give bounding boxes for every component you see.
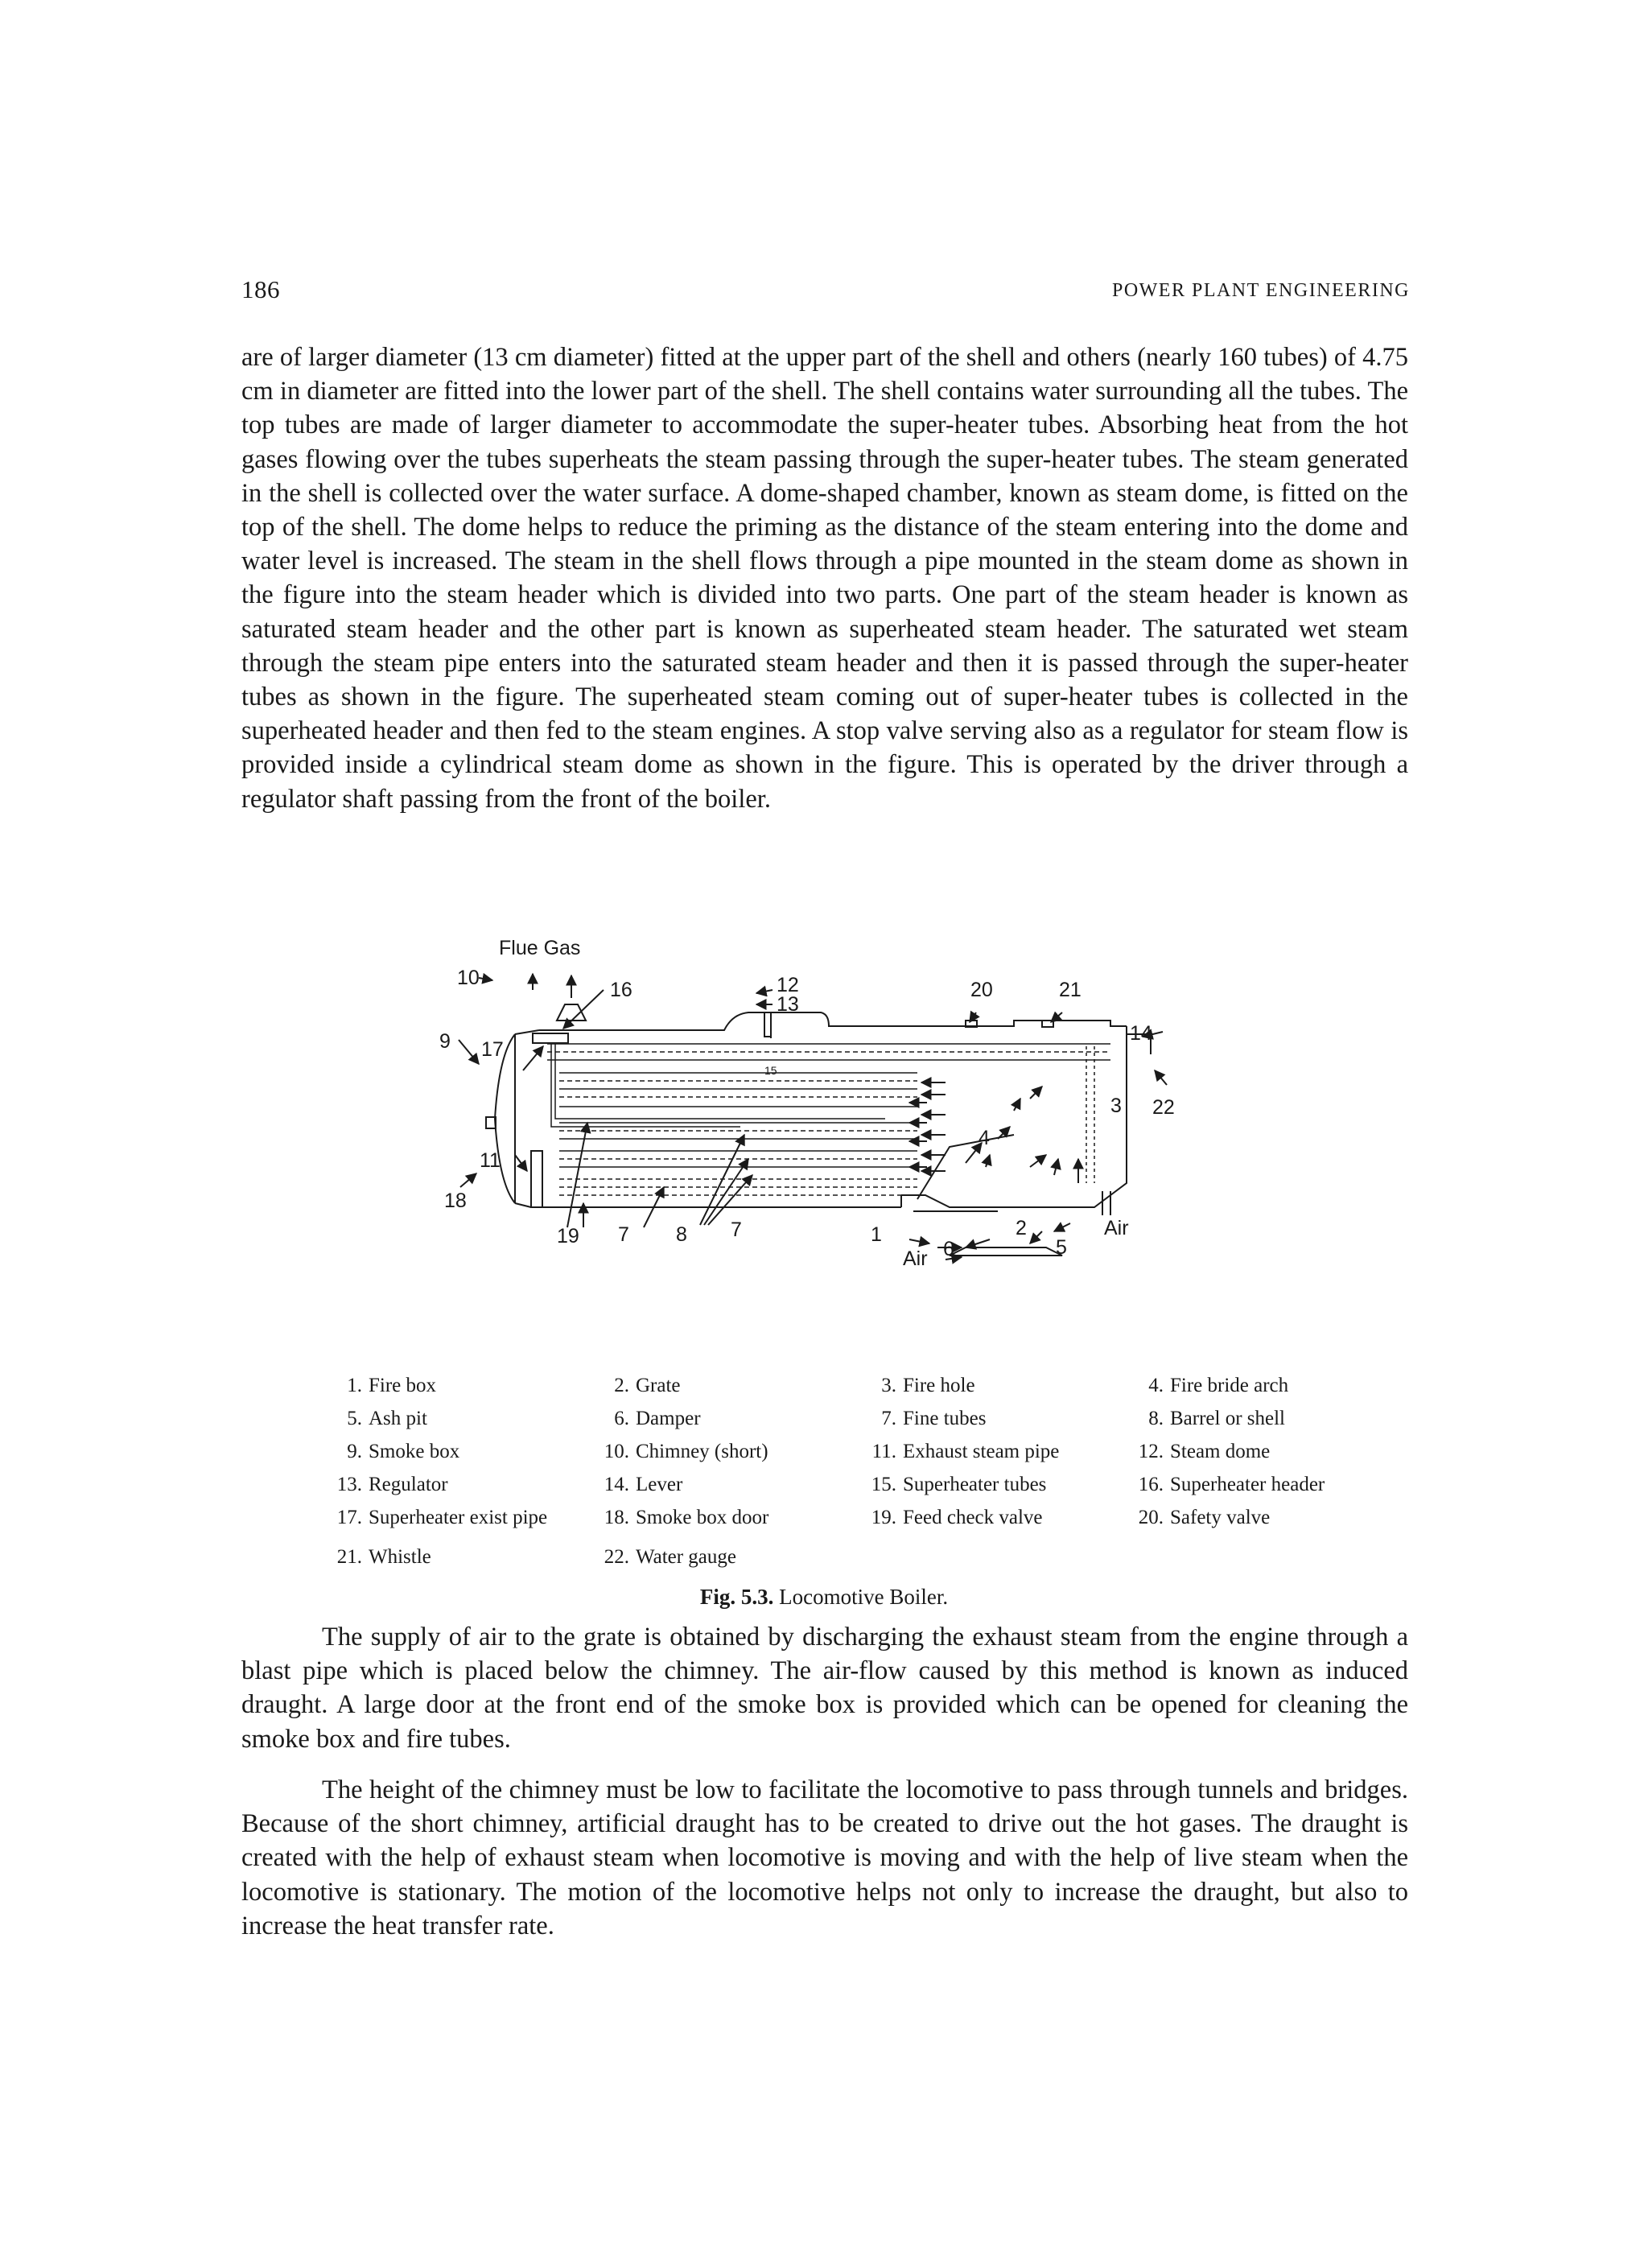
label-13: 13 — [777, 993, 799, 1016]
body-paragraph: The supply of air to the grate is obtained by discharging the exhaust steam from the engine through a blast pipe which is placed below the chimney. The air-flow caused by this method is known as induced draught. A large door at the front end of the smoke box is provided which can be opened for cleaning the smoke box and fire tubes. — [241, 1623, 1408, 1754]
legend-number: 7. — [881, 1408, 896, 1429]
legend-text: Damper — [636, 1408, 701, 1429]
caption-text: Locomotive Boiler. — [779, 1585, 949, 1609]
legend-text: Smoke box door — [636, 1507, 769, 1528]
legend-text: Barrel or shell — [1170, 1408, 1286, 1429]
ash-pit — [950, 1247, 1062, 1256]
legend-number: 11. — [871, 1441, 896, 1462]
body-paragraph: The height of the chimney must be low to facilitate the locomotive to pass through tunnels and bridges. Because of the short chimney, artificial draught has to be created to drive out the hot gases. The draught is created with the help of exhaust steam when locomotive is moving and with the help of live steam when the locomotive is stationary. The motion of the locomotive helps not only to increase the draught, but also to increase the heat transfer rate. — [241, 1775, 1408, 1940]
label-2: 2 — [1016, 1217, 1027, 1239]
page-number: 186 — [241, 275, 280, 303]
label-18: 18 — [444, 1190, 467, 1212]
legend-text: Fire bride arch — [1170, 1375, 1289, 1396]
legend-text: Regulator — [369, 1474, 448, 1495]
legend-text: Superheater exist pipe — [369, 1507, 548, 1528]
label-19: 19 — [557, 1225, 579, 1247]
label-1: 1 — [871, 1223, 882, 1246]
legend-text: Superheater tubes — [903, 1474, 1047, 1495]
legend-text: Steam dome — [1170, 1441, 1271, 1462]
label-7b: 7 — [731, 1219, 742, 1241]
label-20: 20 — [970, 979, 993, 1001]
legend-item — [589, 1544, 856, 1569]
legend-item — [856, 1439, 1123, 1464]
legend-text: Ash pit — [369, 1408, 427, 1429]
legend-item — [1123, 1373, 1392, 1398]
label-15: 15 — [764, 1064, 777, 1077]
legend-item — [322, 1373, 589, 1398]
legend-number: 3. — [881, 1375, 896, 1396]
label-flue-gas: Flue Gas — [499, 937, 581, 959]
legend-number: 12. — [1138, 1441, 1164, 1462]
legend-text: Smoke box — [369, 1441, 460, 1462]
label-7a: 7 — [618, 1223, 629, 1246]
legend-item — [589, 1373, 856, 1398]
legend-number: 18. — [604, 1507, 629, 1528]
label-5: 5 — [1056, 1236, 1067, 1259]
legend-item — [856, 1505, 1123, 1530]
figure-legend — [322, 1373, 1392, 1569]
legend-item — [322, 1439, 589, 1464]
legend-item — [1123, 1472, 1392, 1497]
body-paragraph: are of larger diameter (13 cm diameter) fitted at the upper part of the shell and others (nearly 160 tubes) of 4.75 cm in diameter are fitted into the lower part of the shell. The shell contains water surrounding all the tubes. The top tubes are made of larger diameter to accommodate the super-heater tubes. Absorbing heat from the hot gases flowing over the tubes superheats the steam passing through the super-heater tubes. The steam generated in the shell is collected over the water surface. A dome-shaped chamber, known as steam dome, is fitted on the top of the shell. The dome helps to reduce the priming as the distance of the steam entering into the dome and water level is increased. The steam in the shell flows through a pipe mounted in the steam dome as shown in the figure into the steam header which is divided into two parts. One part of the steam header is known as saturated steam header and the other part is known as superheated steam header. The saturated wet steam through the steam pipe enters into the saturated steam header and then it is passed through the super-heater tubes as shown in the figure. The superheated steam coming out of super-heater tubes is collected in the superheated header and then fed to the steam engines. A stop valve serving also as a regulator for steam flow is provided inside a cylindrical steam dome as shown in the figure. This is operated by the driver through a regulator shaft passing from the front of the boiler. — [241, 343, 1408, 814]
legend-number: 19. — [871, 1507, 896, 1528]
legend-number: 20. — [1138, 1507, 1164, 1528]
legend-item — [856, 1373, 1123, 1398]
legend-number: 5. — [347, 1408, 362, 1429]
legend-text: Superheater header — [1170, 1474, 1325, 1495]
legend-item — [322, 1505, 589, 1530]
boiler-diagram — [435, 926, 1207, 1296]
legend-item — [1123, 1439, 1392, 1464]
legend-number: 4. — [1148, 1375, 1164, 1396]
label-21: 21 — [1059, 979, 1082, 1001]
legend-text: Fine tubes — [903, 1408, 987, 1429]
legend-text: Lever — [636, 1474, 683, 1495]
label-17: 17 — [481, 1038, 504, 1061]
label-22: 22 — [1152, 1096, 1175, 1119]
legend-text: Whistle — [369, 1546, 431, 1568]
label-air-left: Air — [903, 1247, 928, 1270]
legend-number: 17. — [336, 1507, 362, 1528]
legend-number: 9. — [347, 1441, 362, 1462]
legend-item — [589, 1439, 856, 1464]
legend-number: 8. — [1148, 1408, 1164, 1429]
legend-number: 1. — [347, 1375, 362, 1396]
label-14: 14 — [1130, 1022, 1152, 1045]
legend-text: Feed check valve — [903, 1507, 1043, 1528]
legend-text: Chimney (short) — [636, 1441, 768, 1462]
legend-item — [589, 1406, 856, 1431]
legend-text: Water gauge — [636, 1546, 736, 1568]
legend-item — [589, 1472, 856, 1497]
label-10: 10 — [457, 967, 480, 989]
legend-text: Grate — [636, 1375, 681, 1396]
legend-item — [322, 1544, 589, 1569]
superheater-header — [533, 1033, 568, 1043]
legend-number: 14. — [604, 1474, 629, 1495]
label-16: 16 — [610, 979, 632, 1001]
chimney — [557, 1004, 586, 1021]
legend-number: 2. — [614, 1375, 629, 1396]
label-8: 8 — [676, 1223, 687, 1246]
legend-item — [589, 1505, 856, 1530]
caption-label: Fig. 5.3. — [699, 1585, 774, 1609]
legend-item — [856, 1472, 1123, 1497]
legend-text: Fire box — [369, 1375, 437, 1396]
label-9: 9 — [439, 1030, 451, 1053]
legend-text: Safety valve — [1170, 1507, 1271, 1528]
legend-text: Exhaust steam pipe — [903, 1441, 1060, 1462]
legend-item — [322, 1406, 589, 1431]
legend-number: 15. — [871, 1474, 896, 1495]
legend-number: 21. — [336, 1546, 362, 1568]
legend-number: 13. — [336, 1474, 362, 1495]
legend-item — [1123, 1406, 1392, 1431]
legend-number: 6. — [614, 1408, 629, 1429]
label-12: 12 — [777, 974, 799, 996]
legend-number: 22. — [604, 1546, 629, 1568]
legend-number: 10. — [604, 1441, 629, 1462]
figure-caption — [0, 1585, 1648, 1610]
fire-tubes — [547, 1043, 1110, 1195]
exhaust-steam-pipe — [531, 1151, 542, 1207]
legend-number: 16. — [1138, 1474, 1164, 1495]
label-3: 3 — [1110, 1095, 1122, 1117]
locomotive-boiler-figure — [435, 926, 1207, 1296]
fire-bride-arch — [917, 1135, 1014, 1199]
running-head: POWER PLANT ENGINEERING — [1111, 280, 1410, 301]
legend-text: Fire hole — [903, 1375, 975, 1396]
legend-item — [1123, 1505, 1392, 1530]
label-6: 6 — [943, 1238, 954, 1260]
legend-item — [856, 1406, 1123, 1431]
label-4: 4 — [978, 1127, 990, 1149]
label-11: 11 — [480, 1149, 501, 1172]
label-air-right: Air — [1104, 1217, 1129, 1239]
legend-item — [322, 1472, 589, 1497]
